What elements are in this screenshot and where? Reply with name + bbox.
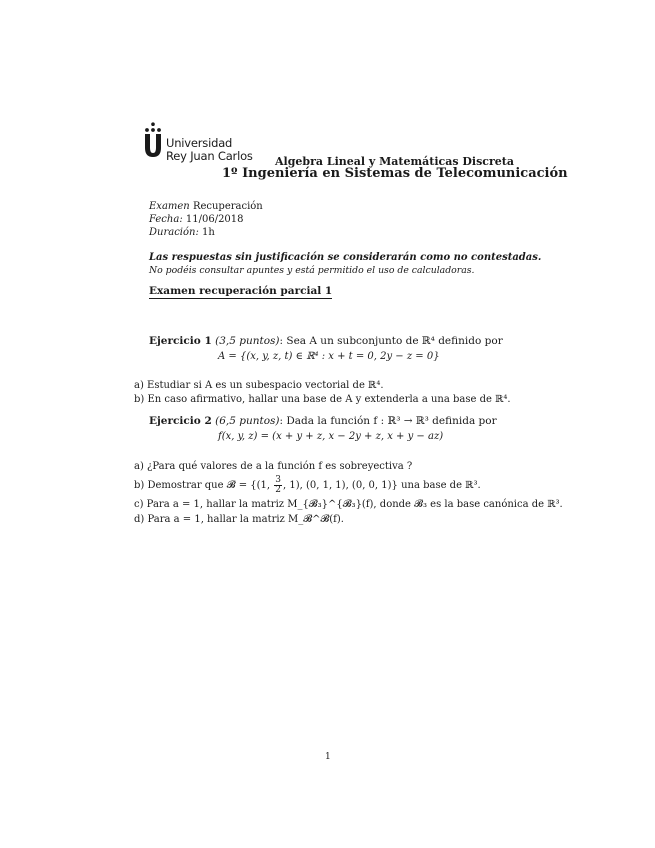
exercise1-part-a: a) Estudiar si A es un subespacio vectorial de ℝ⁴. [134,380,384,391]
exercise2-statement: Ejercicio 2 (6,5 puntos): Dada la función f : ℝ³ → ℝ³ definida por [149,415,497,427]
university-name-line1: Universidad [166,136,233,150]
exercise2-formula: f(x, y, z) = (x + y + z, x − 2y + z, x + y − az) [218,431,444,442]
exercise2-part-c: c) Para a = 1, hallar la matriz M_{𝓑₃}^{𝓑₃}(f), donde 𝓑₃ es la base canónica de ℝ³. [134,499,563,510]
instruction-justification: Las respuestas sin justificación se considerarán como no contestadas. [149,252,542,263]
page-number: 1 [325,752,331,762]
exercise1-statement: Ejercicio 1 (3,5 puntos): Sea A un subconjunto de ℝ⁴ definido por [149,335,503,347]
instruction-materials: No podéis consultar apuntes y está permitido el uso de calculadoras. [149,265,475,276]
university-name-line2: Rey Juan Carlos [166,149,253,163]
fraction: $\frac{3}{2}$ [275,475,281,495]
exercise1-formula: A = {(x, y, z, t) ∈ ℝ⁴ : x + t = 0, 2y − z = 0} [218,351,440,362]
course-title: Algebra Lineal y Matemáticas Discreta [275,155,514,168]
exam-date: Fecha: 11/06/2018 [149,214,244,225]
degree-title: 1º Ingeniería en Sistemas de Telecomunicación [222,166,568,181]
university-logo-dots-icon [143,122,163,134]
section-title: Examen recuperación parcial 1 [149,285,333,297]
exam-duration: Duración: 1h [149,227,215,238]
exercise2-part-d: d) Para a = 1, hallar la matriz M_𝓑^𝓑(f). [134,514,344,525]
exercise2-part-a: a) ¿Para qué valores de a la función f es sobreyectiva ? [134,461,413,472]
university-logo-icon [143,134,163,158]
exercise1-part-b: b) En caso afirmativo, hallar una base de A y extenderla a una base de ℝ⁴. [134,394,511,405]
exercise2-part-b: b) Demostrar que 𝓑 = {(1, $\frac{3}{2}$ , 1), (0, 1, 1), (0, 0, 1)} una base de ℝ³. [134,475,481,495]
exam-type: Examen Recuperación [149,201,263,212]
